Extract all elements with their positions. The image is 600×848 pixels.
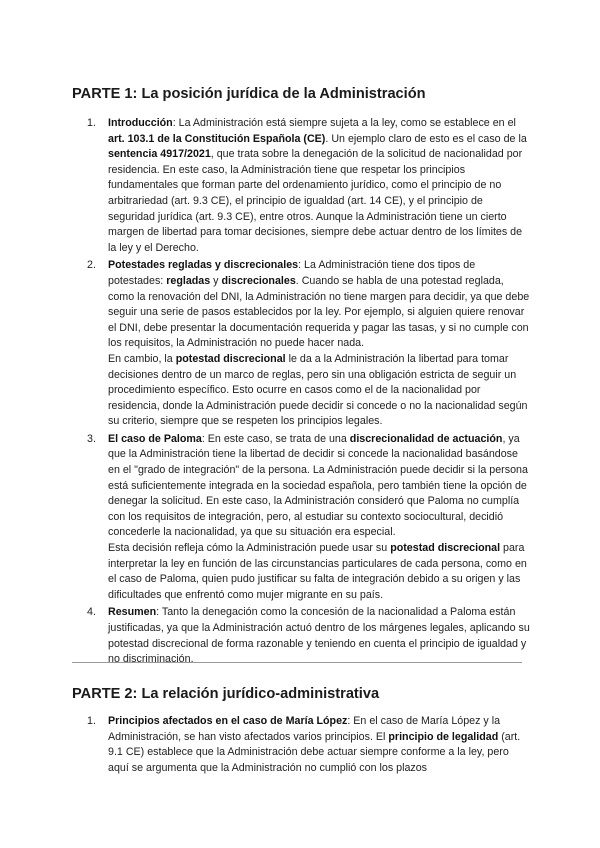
text: : Tanto la denegación como la concesión de la nacionalidad a Paloma están justificadas, ya que la Administración actuó dentro de los márgenes legales, aplicando su potestad discrecional de forma razonable y teniendo en cuenta el principio de igualdad y no discriminación. xyxy=(108,606,530,666)
paragraph xyxy=(108,432,532,541)
part2-list xyxy=(72,714,532,778)
list-item xyxy=(72,258,532,430)
bold-term: Resumen xyxy=(108,606,157,619)
bold-term: discrecionales xyxy=(221,274,296,287)
paragraph xyxy=(108,541,532,603)
bold-term: potestad discrecional xyxy=(175,352,286,365)
bold-term: potestad discrecional xyxy=(390,542,501,555)
paragraph xyxy=(108,258,532,352)
list-number: 4. xyxy=(87,606,96,619)
paragraph xyxy=(108,116,532,256)
bold-term: art. 103.1 de la Constitución Española (CE) xyxy=(108,132,326,145)
list-number: 2. xyxy=(87,259,96,272)
section-divider xyxy=(72,662,522,663)
paragraph xyxy=(108,714,532,776)
text: para interpretar la ley en función de las circunstancias particulares de cada persona, como en el caso de Paloma, quien pudo justificar su falta de integración debido a su origen y las dificultades que enfrentó como mujer migrante en su país. xyxy=(108,542,527,601)
text: . Cuando se habla de una potestad reglada, como la renovación del DNI, la Administración no tiene margen para decidir, ya que debe seguir una serie de pasos establecidos por la ley. Por ejemplo, si alguien quiere renovar el DNI, debe presentar la documentación requerida y pagar las tasas, y si no cumple con los requisitos, la Administración no puede hacer nada. xyxy=(108,274,530,350)
list-number: 3. xyxy=(87,432,96,445)
text: En cambio, la xyxy=(108,352,176,365)
text: , que trata sobre la denegación de la solicitud de nacionalidad por residencia. En este caso, la Administración tiene que respetar los principios fundamentales que forman parte del ordenamiento jurídico, como el principio de no arbitrariedad (art. 9.3 CE), el principio de igualdad (art. 14 CE), y el principio de seguridad jurídica (art. 9.3 CE), entre otros. Aunque la Administración tiene un cierto margen de libertad para tomar decisiones, siempre debe actuar dentro de los límites de la ley y el Derecho. xyxy=(108,148,523,254)
text: : En este caso, se trata de una xyxy=(201,432,350,445)
text: : La Administración está siempre sujeta a la ley, como se establece en el xyxy=(172,117,516,129)
part1-heading: PARTE 1: La posición jurídica de la Administración xyxy=(72,86,426,102)
bold-term: Introducción xyxy=(108,117,173,129)
list-item xyxy=(72,432,532,604)
text: (art. 9.1 CE) establece que la Administración debe actuar siempre conforme a la ley, pero aquí se argumenta que la Administración no cumplió con los plazos xyxy=(108,730,521,774)
bold-term: regladas xyxy=(166,274,211,287)
text: . Un ejemplo claro de esto es el caso de la xyxy=(325,132,527,145)
bold-term: Potestades regladas y discrecionales xyxy=(108,259,299,272)
paragraph xyxy=(108,352,532,430)
bold-term: Principios afectados en el caso de María López xyxy=(108,715,348,727)
part2-heading: PARTE 2: La relación jurídico-administrativa xyxy=(72,686,380,702)
text: : En el caso de María López y la Administración, se han visto afectados varios principios. El xyxy=(108,715,501,743)
text: , ya que la Administración tiene la libertad de decidir si concede la nacionalidad basándose en el "grado de integración" de la persona. La Administración puede decidir si la persona está suficientemente integrada en la sociedad española, pero también tiene la opción de denegar la solicitud. En este caso, la Administración consideró que Paloma no cumplía con los requisitos de integración, pero, al estudiar su contexto sociocultural, decidió concederle la nacionalidad, ya que su situación era especial. xyxy=(108,432,528,539)
list-item xyxy=(72,116,532,256)
paragraph xyxy=(108,605,532,667)
list-number: 1. xyxy=(87,117,96,129)
text: : La Administración tiene dos tipos de potestades: xyxy=(108,259,476,287)
list-item xyxy=(72,605,532,667)
text: Esta decisión refleja cómo la Administración puede usar su xyxy=(108,542,391,555)
bold-term: discrecionalidad de actuación xyxy=(349,432,503,445)
text: y xyxy=(210,274,222,287)
part1-list xyxy=(72,116,532,670)
list-number: 1. xyxy=(87,715,96,727)
bold-term: principio de legalidad xyxy=(388,730,499,743)
text: le da a la Administración la libertad para tomar decisiones dentro de un marco de reglas, pero sin una obligación estricta de seguir un procedimiento específico. Esto ocurre en casos como el de la nacionalidad por residencia, donde la Administración puede decidir si concede o no la nacionalidad según su criterio, siempre que se respeten los principios legales. xyxy=(108,352,528,428)
list-item xyxy=(72,714,532,776)
bold-term: El caso de Paloma xyxy=(108,432,202,445)
bold-term: sentencia 4917/2021 xyxy=(108,148,211,161)
